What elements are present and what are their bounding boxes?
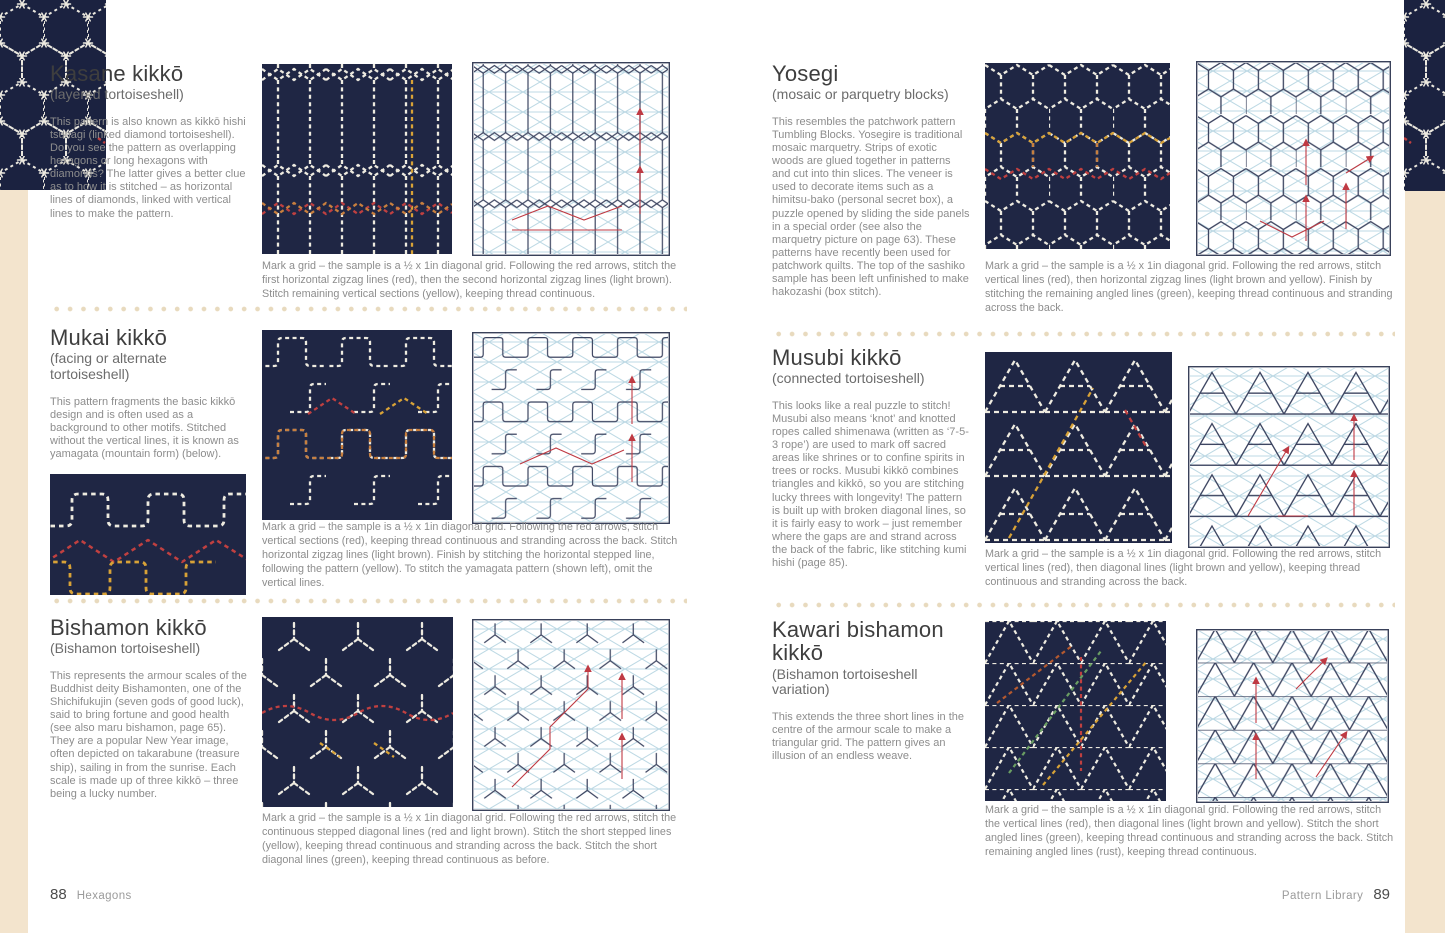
section-body: This pattern fragments the basic kikkō design and is often used as a background to other motifs. Stitched without the vertical lines, it is known as yamagata (mountain form) (below). [50, 395, 239, 460]
yosegi-diagram [1196, 61, 1391, 256]
section-bishamon-text [50, 616, 248, 801]
section-title: Musubi kikkō [772, 345, 902, 370]
section-yosegi-text [772, 62, 970, 299]
section-subtitle: (facing or alternate tortoiseshell) [50, 350, 167, 382]
mukai-sample-photo [262, 330, 452, 520]
bishamon-caption: Mark a grid – the sample is a ½ x 1in diagonal grid. Following the red arrows, stitch the continuous stepped diagonal lines (red and light brown). Stitch the short stepped lines (yellow), keeping thread continuous and stranding across the back. Stitch the short diagonal lines (green), keeping thread continuous as before. [262, 812, 677, 867]
mukai-diagram [472, 332, 670, 524]
section-body: This resembles the patchwork pattern Tumbling Blocks. Yosegire is traditional mosaic marquetry. Strips of exotic woods are glued together in patterns and cut into thin slices. The veneer is used to decorate items such as a himitsu-bako (personal secret box), a puzzle opened by sliding the side panels in a special order (see also the marquetry picture on page 63). These patterns have recently been used for patchwork quilts. The top of the sashiko sample has been left unfinished to make hakozashi (box stitch). [772, 115, 970, 298]
section-kasane-text [50, 62, 248, 221]
kawari-caption: Mark a grid – the sample is a ½ x 1in diagonal grid. Following the red arrows, stitch the vertical lines (red), then diagonal lines (light brown and yellow). Stitch the short angled lines (green), keeping thread continuous and stranding across the back. Stitch remaining angled lines (rust), keeping thread continuous. [985, 804, 1394, 859]
section-mukai-text [50, 326, 248, 461]
kawari-diagram [1196, 629, 1389, 803]
page-number: 88 [50, 886, 67, 903]
musubi-diagram [1188, 366, 1390, 548]
section-title: Mukai kikkō [50, 325, 168, 350]
mukai-caption: Mark a grid – the sample is a ½ x 1in diagonal grid. Following the red arrows, stitch vertical sections (red), keeping thread continuous and stranding across the back. Stitch horizontal zigzag lines (light brown). Finish by stitching the horizontal stepped line, following the pattern (yellow). To stitch the yamagata pattern (shown left), omit the vertical lines. [262, 521, 678, 590]
section-subtitle: (Bishamon tortoiseshell) [50, 640, 201, 657]
section-body: This pattern is also known as kikkō hishi tsunagi (linked diamond tortoiseshell). Do you see the pattern as overlapping hexagons or long hexagons with diamonds? The latter gives a better clue as to how it is stitched – as horizontal lines of diamonds, linked with vertical lines to make the pattern. [50, 115, 246, 220]
section-subtitle: (layered tortoiseshell) [50, 86, 184, 103]
section-subtitle: (mosaic or parquetry blocks) [772, 86, 949, 103]
page-section-label: Pattern Library [1281, 890, 1364, 902]
bishamon-sample-photo [262, 617, 453, 807]
section-title: Yosegi [772, 61, 839, 86]
page-number: 89 [1373, 886, 1390, 903]
musubi-caption: Mark a grid – the sample is a ½ x 1in diagonal grid. Following the red arrows, stitch vertical lines (red), then diagonal lines (light brown and yellow), keeping thread continuous and stranding across the back. [985, 548, 1382, 589]
right-page-footer [1282, 886, 1390, 904]
right-corner-fabric-photo [1404, 0, 1445, 191]
bishamon-diagram [472, 619, 670, 811]
section-musubi-text [772, 346, 970, 570]
musubi-sample-photo [985, 352, 1172, 543]
section-subtitle: (connected tortoiseshell) [772, 370, 925, 387]
section-title: Bishamon kikkō [50, 615, 207, 640]
dotted-divider [772, 331, 1395, 337]
dotted-divider [772, 602, 1395, 608]
section-body: This represents the armour scales of the Buddhist deity Bishamonten, one of the Shichifukujin (seven gods of good luck), said to bring fortune and good health (see also maru bishamon, page 65). They are a popular New Year image, often depicted on takarabune (treasure ship), sailing in from the sunrise. Each scale is made up of three kikkō – three being a lucky number. [50, 669, 247, 800]
section-title: Kawari bishamon kikkō [772, 617, 944, 666]
section-body: This looks like a real puzzle to stitch! Musubi also means ‘knot’ and knotted ropes called shimenawa (written as ‘7-5-3 rope’) are used to mark off sacred areas like shrines or to confine spirits in trees or rocks. Musubi kikkō combines triangles and kikkō, so you are stitching lucky threes with longevity! The pattern is built up with broken diagonal lines, so it is fairly easy to work – just remember where the gaps are and strand across the back of the fabric, like stitching kumi hishi (page 85). [772, 399, 969, 569]
yamagata-sample-photo [50, 474, 246, 595]
kasane-diagram [472, 62, 670, 256]
dotted-divider [50, 306, 687, 312]
section-body: This extends the three short lines in the centre of the armour scale to make a triangular grid. The pattern gives an illusion of an endless weave. [772, 710, 964, 763]
left-page-footer [50, 886, 132, 904]
kasane-caption: Mark a grid – the sample is a ½ x 1in diagonal grid. Following the red arrows, stitch the first horizontal zigzag lines (red), then the second horizontal zigzag lines (light brown). Stitch remaining vertical sections (yellow), keeping thread continuous. [262, 260, 677, 301]
right-edge-band [1405, 189, 1445, 933]
kasane-sample-photo [262, 64, 452, 254]
kawari-sample-photo [985, 621, 1166, 801]
left-edge-band [0, 188, 28, 933]
yosegi-caption: Mark a grid – the sample is a ½ x 1in diagonal grid. Following the red arrows, stitch vertical lines (red), then horizontal zigzag lines (light brown and yellow). Finish by stitching the remaining angled lines (green), keeping thread continuous and stranding across the back. [985, 260, 1393, 315]
section-kawari-text [772, 618, 970, 763]
section-title: Kasane kikkō [50, 61, 184, 86]
page-section-label: Hexagons [76, 890, 132, 902]
dotted-divider [50, 598, 687, 604]
yosegi-sample-photo [985, 63, 1170, 249]
section-subtitle: (Bishamon tortoiseshell variation) [772, 665, 918, 698]
